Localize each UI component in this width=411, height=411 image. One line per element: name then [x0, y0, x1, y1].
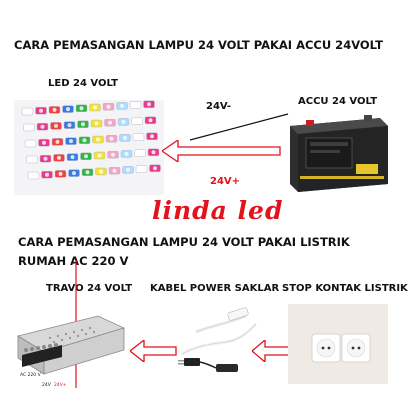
- led-lens: [26, 110, 30, 114]
- top-arrow-icon: [162, 140, 282, 162]
- led-modules-image: [14, 100, 164, 195]
- cable-label: KABEL POWER SAKLAR: [150, 283, 280, 294]
- led-lens: [126, 168, 130, 172]
- led-lens: [108, 121, 112, 125]
- led-lens: [83, 138, 87, 142]
- led-lens: [95, 122, 99, 126]
- led-lens: [123, 136, 127, 140]
- led-lens: [147, 102, 151, 106]
- led-lens: [149, 118, 153, 122]
- led-lens: [30, 158, 34, 162]
- transformer-image: [10, 300, 128, 390]
- led-lens: [135, 119, 139, 123]
- led-lens: [68, 123, 72, 127]
- led-lens: [122, 120, 126, 124]
- brand-watermark: linda led: [152, 196, 284, 225]
- led-lens: [134, 103, 138, 107]
- accu-label: ACCU 24 VOLT: [298, 96, 378, 107]
- svg-text:24V: 24V: [42, 383, 51, 388]
- wall-socket-image: [288, 304, 388, 384]
- led-lens: [29, 142, 33, 146]
- travo-label: TRAVO 24 VOLT: [46, 283, 133, 294]
- led-label: LED 24 VOLT: [48, 78, 118, 89]
- led-lens: [140, 167, 144, 171]
- led-lens: [41, 125, 45, 129]
- led-lens: [72, 171, 76, 175]
- led-lens: [53, 108, 57, 112]
- led-lens: [107, 105, 111, 109]
- socket-label: STOP KONTAK LISTRIK: [282, 283, 408, 294]
- bottom-title-line1: CARA PEMASANGAN LAMPU 24 VOLT PAKAI LISTRIK: [18, 235, 350, 249]
- led-lens: [93, 106, 97, 110]
- led-lens: [32, 174, 36, 178]
- led-lens: [39, 109, 43, 113]
- led-lens: [98, 154, 102, 158]
- led-lens: [138, 151, 142, 155]
- led-lens: [137, 135, 141, 139]
- led-lens: [59, 172, 63, 176]
- svg-text:AC 220 V: AC 220 V: [20, 373, 41, 378]
- led-lens: [110, 137, 114, 141]
- led-lens: [81, 122, 85, 126]
- bottom-arrow-1-icon: [130, 340, 178, 362]
- led-lens: [80, 106, 84, 110]
- led-lens: [84, 154, 88, 158]
- wire-negative-label: 24V-: [206, 101, 232, 112]
- led-lens: [45, 173, 49, 177]
- led-lens: [125, 152, 129, 156]
- led-lens: [150, 134, 154, 138]
- led-lens: [96, 138, 100, 142]
- led-lens: [71, 155, 75, 159]
- led-lens: [152, 150, 156, 154]
- led-lens: [54, 124, 58, 128]
- led-lens: [111, 153, 115, 157]
- led-lens: [153, 166, 157, 170]
- led-lens: [86, 170, 90, 174]
- led-lens: [113, 169, 117, 173]
- led-lens: [56, 140, 60, 144]
- led-lens: [57, 156, 61, 160]
- wire-positive-label: 24V+: [210, 176, 241, 187]
- svg-text:24V+: 24V+: [54, 383, 67, 388]
- bottom-title-line2: RUMAH AC 220 V: [18, 254, 129, 268]
- led-lens: [27, 126, 31, 130]
- led-lens: [69, 139, 73, 143]
- led-lens: [66, 107, 70, 111]
- wire-negative-line: [190, 112, 290, 142]
- bottom-arrow-2-icon: [252, 340, 292, 362]
- led-lens: [42, 141, 46, 145]
- power-cable-image: [176, 302, 262, 382]
- battery-image: [282, 112, 390, 194]
- led-lens: [44, 157, 48, 161]
- top-title: CARA PEMASANGAN LAMPU 24 VOLT PAKAI ACCU 24VOLT: [14, 38, 383, 52]
- led-lens: [99, 170, 103, 174]
- led-lens: [120, 104, 124, 108]
